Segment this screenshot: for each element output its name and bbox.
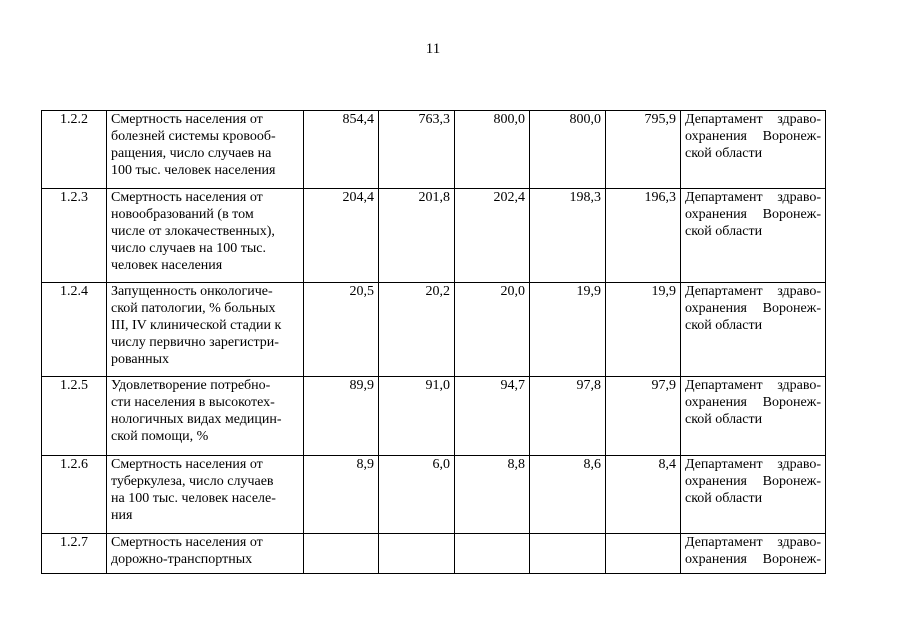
indicator-description: Смертность населения от туберкулеза, число случаев на 100 тыс. человек населе- ния [107,456,304,534]
indicator-value: 201,8 [379,189,455,283]
responsible-line: охранения Воронеж- [685,552,821,567]
indicator-description: Удовлетворение потребно- сти населения в высокотех- нологичных видах медицин- ской помощи, % [107,377,304,456]
indicator-code: 1.2.6 [42,456,107,534]
responsible-line: Департамент здраво- [685,535,821,550]
indicator-value: 19,9 [530,283,606,377]
indicator-value: 19,9 [606,283,681,377]
indicators-table [41,110,826,574]
indicator-value: 795,9 [606,111,681,189]
responsible-line: Департамент здраво- [685,284,821,299]
indicator-value: 6,0 [379,456,455,534]
table-row [42,189,826,283]
responsible-line: охранения Воронеж- [685,395,821,410]
indicator-description: Смертность населения от дорожно-транспортных [107,534,304,574]
responsible-line: ской области [685,146,763,161]
indicator-value: 20,2 [379,283,455,377]
table-row [42,111,826,189]
indicator-value [606,534,681,574]
responsible-department [681,534,826,574]
responsible-line: ской области [685,224,763,239]
indicator-value: 8,8 [455,456,530,534]
table-row [42,377,826,456]
responsible-line: Департамент здраво- [685,190,821,205]
indicator-code: 1.2.5 [42,377,107,456]
indicator-value: 8,4 [606,456,681,534]
responsible-line: Департамент здраво- [685,457,821,472]
indicator-value [455,534,530,574]
indicator-code: 1.2.2 [42,111,107,189]
responsible-department [681,189,826,283]
indicator-value: 854,4 [304,111,379,189]
indicator-value [530,534,606,574]
indicator-value [304,534,379,574]
indicator-description: Смертность населения от новообразований (в том числе от злокачественных), число случаев на 100 тыс. человек населения [107,189,304,283]
responsible-department [681,283,826,377]
indicator-value: 91,0 [379,377,455,456]
indicator-value: 8,9 [304,456,379,534]
responsible-line: охранения Воронеж- [685,301,821,316]
indicator-value: 800,0 [530,111,606,189]
responsible-department [681,111,826,189]
responsible-line: ской области [685,412,763,427]
indicator-value: 97,8 [530,377,606,456]
indicator-code: 1.2.3 [42,189,107,283]
table-row [42,456,826,534]
indicator-description: Смертность населения от болезней системы кровооб- ращения, число случаев на 100 тыс. человек населения [107,111,304,189]
indicator-value: 94,7 [455,377,530,456]
table-row [42,534,826,574]
indicator-value: 20,0 [455,283,530,377]
responsible-line: Департамент здраво- [685,112,821,127]
indicator-value: 20,5 [304,283,379,377]
responsible-department [681,456,826,534]
indicator-value: 763,3 [379,111,455,189]
responsible-department [681,377,826,456]
indicator-code: 1.2.7 [42,534,107,574]
indicator-value: 97,9 [606,377,681,456]
indicator-value: 196,3 [606,189,681,283]
responsible-line: ской области [685,491,763,506]
indicator-description: Запущенность онкологиче- ской патологии, % больных III, IV клинической стадии к числу первично зарегистри- рованных [107,283,304,377]
page-number: 11 [425,41,441,57]
responsible-line: охранения Воронеж- [685,207,821,222]
indicator-value: 800,0 [455,111,530,189]
table-row [42,283,826,377]
responsible-line: Департамент здраво- [685,378,821,393]
responsible-line: ской области [685,318,763,333]
table-body [42,111,826,574]
indicator-value: 202,4 [455,189,530,283]
indicator-value: 204,4 [304,189,379,283]
indicator-value [379,534,455,574]
indicator-value: 198,3 [530,189,606,283]
responsible-line: охранения Воронеж- [685,474,821,489]
indicator-value: 89,9 [304,377,379,456]
indicator-value: 8,6 [530,456,606,534]
indicator-code: 1.2.4 [42,283,107,377]
responsible-line: охранения Воронеж- [685,129,821,144]
